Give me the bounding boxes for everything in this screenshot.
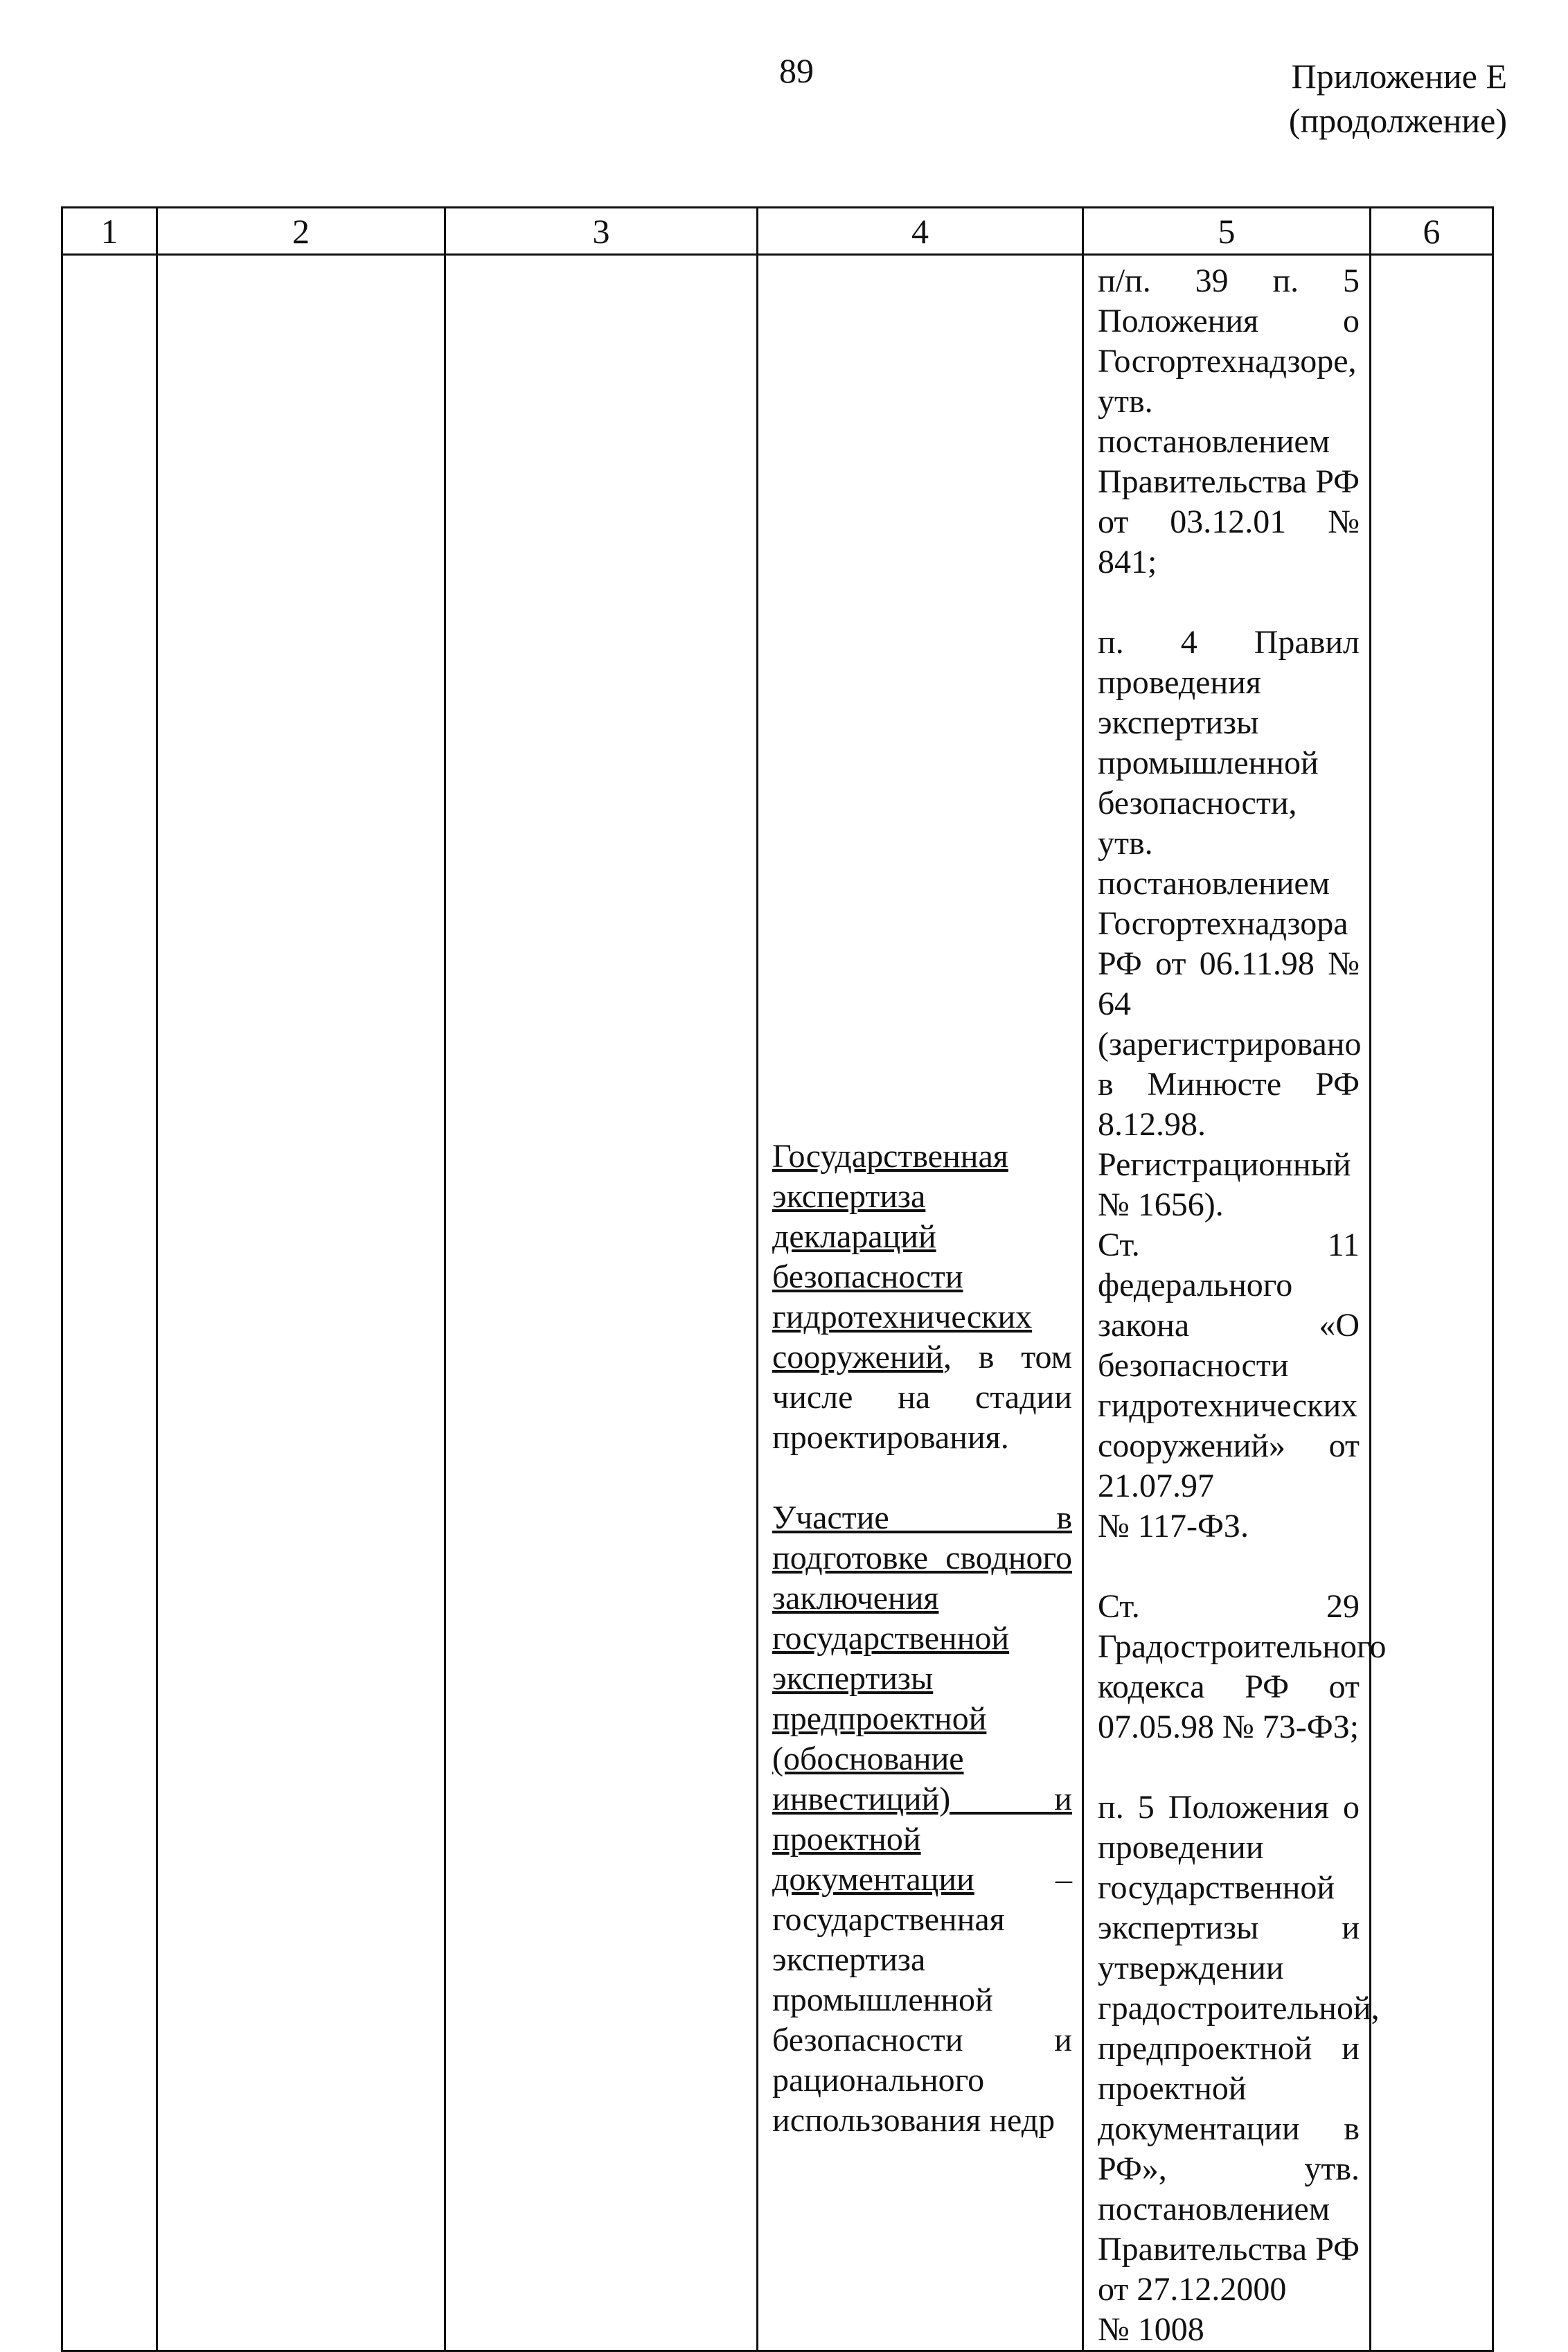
legal-ref-5-number: № 1008 — [1098, 2311, 1204, 2348]
activity-2-rest: – государственная экспертиза промышленной безопасности и рационального использования недр — [772, 1861, 1072, 2139]
legal-ref-5 — [1098, 1788, 1380, 2350]
activity-1-title: Государственная экспертиза деклараций безопасности гидротехнических сооружений — [772, 1138, 1033, 1375]
column-header-6: 6 — [1371, 208, 1493, 255]
column-header-3: 3 — [445, 208, 758, 255]
appendix-label — [1289, 54, 1507, 143]
legal-ref-2: п. 4 Правил проведения экспертизы промышленной безопасности, утв. постановлением Госгортехнадзора РФ от 06.11.98 № 64 (зарегистрировано в Минюсте РФ 8.12.98. Регистрационный № 1656). — [1098, 624, 1362, 1223]
column-header-1: 1 — [62, 208, 157, 255]
activity-item-2 — [772, 1498, 1072, 2141]
cell-col5-legal-basis — [1083, 255, 1387, 2351]
appendix-continuation: (продолжение) — [1288, 101, 1507, 140]
legal-ref-3 — [1098, 1225, 1360, 1547]
activity-1-rest: , в том числе на стадии проектирования. — [772, 1339, 1072, 1456]
activity-item-1 — [772, 1137, 1072, 1458]
legal-ref-3-main: Ст. 11 федерального закона «О безопасности гидротехнических сооружений» от 21.07.97 — [1098, 1227, 1360, 1504]
legal-ref-3-number: № 117-ФЗ. — [1098, 1508, 1249, 1544]
cell-col6 — [1371, 255, 1493, 2351]
legal-ref-5-main: п. 5 Положения о проведении государственной экспертизы и утверждении градостроительной, предпроектной и проектной документации в РФ», утв. постановлением Правительства РФ от 27.12.2000 — [1098, 1789, 1380, 2308]
legal-ref-4: Ст. 29 Градостроительного кодекса РФ от 07.05.98 № 73-ФЗ; — [1098, 1588, 1387, 1745]
column-number-row — [62, 208, 1493, 255]
column-header-2: 2 — [157, 208, 445, 255]
column-header-4: 4 — [758, 208, 1083, 255]
cell-col3 — [445, 255, 758, 2351]
page-number: 89 — [779, 51, 814, 90]
cell-col4-activities — [758, 255, 1083, 2351]
column-header-5: 5 — [1083, 208, 1371, 255]
cell-col2 — [157, 255, 445, 2351]
table-row — [62, 255, 1493, 2351]
appendix-title: Приложение Е — [1291, 57, 1507, 96]
activity-2-title: Участие в подготовке сводного заключения государственной экспертизы предпроектной (обоснование инвестиций) и проектной документации — [772, 1499, 1072, 1898]
legal-ref-1: п/п. 39 п. 5 Положения о Госгортехнадзоре, утв. постановлением Правительства РФ от 03.12.01 № 841; — [1098, 262, 1360, 580]
cell-col1 — [62, 255, 157, 2351]
legal-table — [61, 206, 1494, 2352]
